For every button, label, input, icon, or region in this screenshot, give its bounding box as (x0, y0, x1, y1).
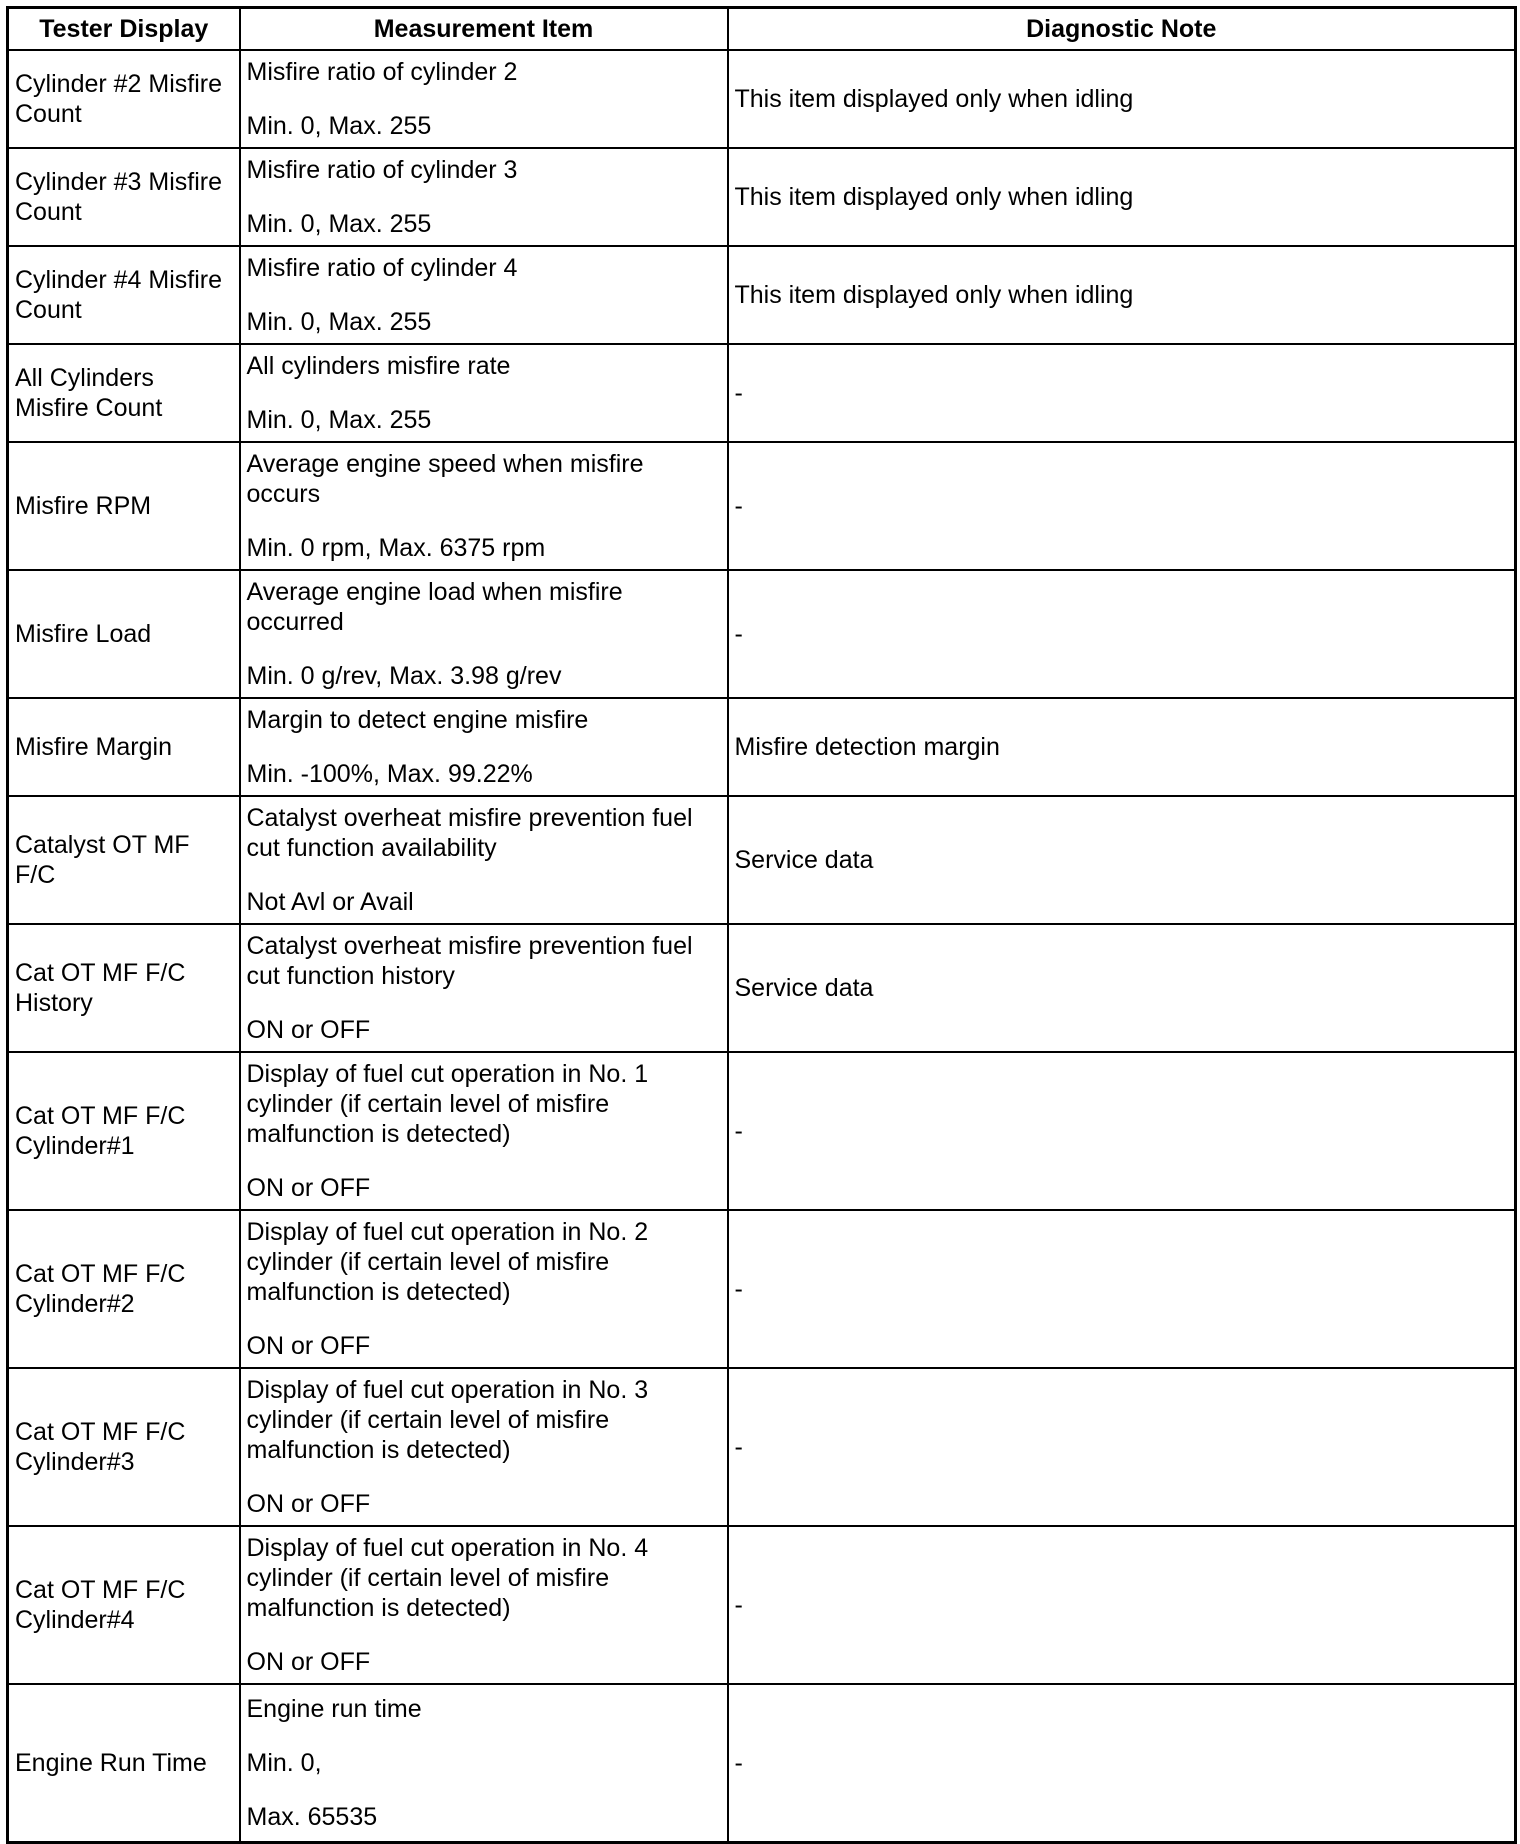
table-row (8, 1210, 1516, 1368)
measurement-text: Max. 65535 (246, 1802, 378, 1831)
measurement-text: All cylinders misfire rate (246, 352, 511, 380)
measurement-text: ON or OFF (246, 1174, 371, 1202)
measurement-item-cell (240, 570, 728, 698)
measurement-item-cell (240, 924, 728, 1052)
diagnostic-note-cell: - (728, 344, 1516, 442)
measurement-text: Display of fuel cut operation in No. 2 cylinder (if certain level of misfire malfunction is detected) (246, 1218, 649, 1306)
diagnostic-note-cell: - (728, 1684, 1516, 1842)
measurement-text: Min. 0, (246, 1748, 322, 1777)
table-row (8, 698, 1516, 796)
measurement-text: Min. 0 rpm, Max. 6375 rpm (246, 534, 546, 562)
diagnostic-note-cell: - (728, 1526, 1516, 1684)
table-row (8, 50, 1516, 148)
tester-display-cell: Cat OT MF F/C Cylinder#3 (8, 1368, 240, 1526)
table-row (8, 1368, 1516, 1526)
measurement-item-cell (240, 1368, 728, 1526)
measurement-item-cell (240, 698, 728, 796)
measurement-text: Average engine speed when misfire occurs (246, 450, 644, 508)
table-row (8, 570, 1516, 698)
table-row (8, 796, 1516, 924)
tester-display-cell: Cylinder #4 Misfire Count (8, 246, 240, 344)
measurement-text: Min. -100%, Max. 99.22% (246, 760, 533, 788)
table-row (8, 1526, 1516, 1684)
measurement-text: ON or OFF (246, 1332, 371, 1360)
measurement-item-cell (240, 246, 728, 344)
measurement-text: ON or OFF (246, 1648, 371, 1676)
header-measurement-item: Measurement Item (240, 8, 728, 51)
tester-display-cell: Cylinder #3 Misfire Count (8, 148, 240, 246)
measurement-text: Display of fuel cut operation in No. 3 cylinder (if certain level of misfire malfunction is detected) (246, 1376, 649, 1464)
diagnostic-note-cell: This item displayed only when idling (728, 246, 1516, 344)
measurement-item-cell (240, 148, 728, 246)
measurement-text: Display of fuel cut operation in No. 4 cylinder (if certain level of misfire malfunction is detected) (246, 1534, 649, 1622)
measurement-text: Misfire ratio of cylinder 2 (246, 58, 518, 86)
measurement-item-cell (240, 1052, 728, 1210)
tester-display-cell: Misfire Load (8, 570, 240, 698)
tester-display-cell: Cat OT MF F/C Cylinder#2 (8, 1210, 240, 1368)
table-row (8, 1052, 1516, 1210)
tester-display-cell: Cat OT MF F/C History (8, 924, 240, 1052)
measurement-text: Min. 0, Max. 255 (246, 112, 432, 140)
measurement-text: Min. 0, Max. 255 (246, 406, 432, 434)
diagnostic-note-cell: - (728, 442, 1516, 570)
header-row (8, 8, 1516, 51)
measurement-text: Catalyst overheat misfire prevention fuel cut function history (246, 932, 693, 990)
measurement-text: ON or OFF (246, 1490, 371, 1518)
measurement-item-cell (240, 1210, 728, 1368)
measurement-item-cell (240, 50, 728, 148)
header-tester-display: Tester Display (8, 8, 240, 51)
measurement-item-cell (240, 1684, 728, 1842)
tester-display-cell: Engine Run Time (8, 1684, 240, 1842)
table-row (8, 924, 1516, 1052)
table-row (8, 442, 1516, 570)
measurement-text: Min. 0, Max. 255 (246, 210, 432, 238)
tester-display-cell: Misfire Margin (8, 698, 240, 796)
tester-display-cell: Cylinder #2 Misfire Count (8, 50, 240, 148)
diagnostic-note-cell: - (728, 1210, 1516, 1368)
measurement-text: ON or OFF (246, 1016, 371, 1044)
tester-display-cell: Catalyst OT MF F/C (8, 796, 240, 924)
table-row (8, 246, 1516, 344)
tester-display-cell: Misfire RPM (8, 442, 240, 570)
table-header (8, 8, 1516, 51)
measurement-item-cell (240, 442, 728, 570)
data-list-table (6, 6, 1517, 1844)
table-row (8, 148, 1516, 246)
tester-display-cell: All Cylinders Misfire Count (8, 344, 240, 442)
table-body (8, 50, 1516, 1842)
measurement-text: Catalyst overheat misfire prevention fuel cut function availability (246, 804, 693, 862)
measurement-text: Min. 0, Max. 255 (246, 308, 432, 336)
data-list-sheet (6, 6, 1514, 1844)
table-row (8, 344, 1516, 442)
measurement-text: Not Avl or Avail (246, 888, 414, 916)
diagnostic-note-cell: - (728, 1368, 1516, 1526)
measurement-item-cell (240, 344, 728, 442)
measurement-text: Average engine load when misfire occurred (246, 578, 623, 636)
header-diagnostic-note: Diagnostic Note (728, 8, 1516, 51)
tester-display-cell: Cat OT MF F/C Cylinder#4 (8, 1526, 240, 1684)
tester-display-cell: Cat OT MF F/C Cylinder#1 (8, 1052, 240, 1210)
diagnostic-note-cell: - (728, 570, 1516, 698)
diagnostic-note-cell: Service data (728, 796, 1516, 924)
measurement-text: Margin to detect engine misfire (246, 706, 589, 734)
diagnostic-note-cell: - (728, 1052, 1516, 1210)
diagnostic-note-cell: Misfire detection margin (728, 698, 1516, 796)
table-row (8, 1684, 1516, 1842)
measurement-item-cell (240, 1526, 728, 1684)
measurement-text: Display of fuel cut operation in No. 1 cylinder (if certain level of misfire malfunction is detected) (246, 1060, 649, 1148)
measurement-text: Misfire ratio of cylinder 4 (246, 254, 518, 282)
measurement-text: Misfire ratio of cylinder 3 (246, 156, 518, 184)
measurement-text: Min. 0 g/rev, Max. 3.98 g/rev (246, 662, 562, 690)
diagnostic-note-cell: This item displayed only when idling (728, 148, 1516, 246)
measurement-text: Engine run time (246, 1694, 422, 1723)
diagnostic-note-cell: This item displayed only when idling (728, 50, 1516, 148)
diagnostic-note-cell: Service data (728, 924, 1516, 1052)
measurement-item-cell (240, 796, 728, 924)
